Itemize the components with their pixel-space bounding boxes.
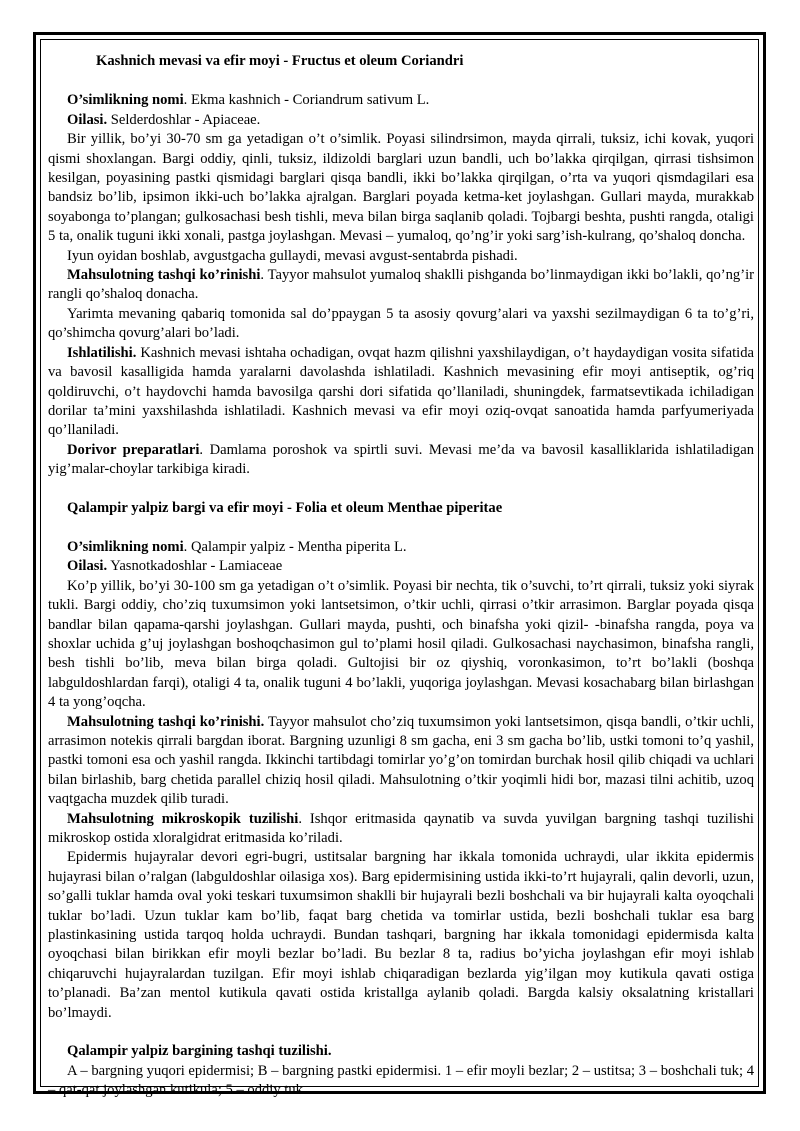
usage-paragraph [48,344,754,441]
figure-legend-paragraph: A – bargning yuqori epidermisi; B – bargning pastki epidermisi. 1 – efir moyli bezlar; 2 – ustitsa; 3 – boshchali tuk; 4 – qat-qat joylashgan kutikula; 5 – oddiy tuk. [48,1062,754,1098]
preparations-text: . Damlama poroshok va spirtli suvi. Mevasi me’da va bavosil kasalliklarida ishlatiladigan yig’malar-choylar tarkibiga kiradi. [48,441,755,478]
microscopy-text: . Ishqor eritmasida qaynatib va suvda yuvilgan bargning tashqi tuzilishi mikroskop ostida xloralgidrat eritmasida ko’riladi. [48,810,754,847]
microscopy-label: Mahsulotning mikroskopik tuzilishi [67,810,299,827]
family-text: Selderdoshlar - Apiaceae. [107,111,261,128]
appearance-label: Mahsulotning tashqi ko’rinishi [67,267,261,284]
ribs-paragraph: Yarimta mevaning qabariq tomonida sal do’ppaygan 5 ta asosiy qovurg’alari va yaxshi sezilmaydigan 6 ta to’g’ri, qo’shimcha qovurg’alari bo’ladi. [48,305,754,342]
section-title-leaf-structure: Qalampir yalpiz bargining tashqi tuzilishi. [67,1043,332,1060]
family-label: Oilasi. [67,558,108,575]
plant-name-paragraph [48,538,754,557]
appearance-text: Tayyor mahsulot cho’ziq tuxumsimon yoki lantsetsimon, qisqa bandli, o’tkir uchli, arrasimon notekis qirrali bargdan iborat. Bargning uzunligi 8 sm gacha, eni 3 sm gacha bo’lib, ustki tomoni to’q yashil, pastki tomoni esa och yashil rangda. Ikkinchi tartibdagi tomirlar yo’g’on tomirdan burchak hosil qilib chiqadi va uchlari bilan birlashib, barg chetida parallel chiziq hosil qiladi. Mahsulotning o’tkir yoqimli hidi bor, mazasi tilni achitib, uzoq vaqtgacha muzdek qilib turadi. [48,713,754,808]
appearance-paragraph [48,266,754,305]
usage-text: Kashnich mevasi ishtaha ochadigan, ovqat hazm qilishni yaxshilaydigan, o’t haydaydigan vosita sifatida va bavosil kasalligida hamda yaralarni davolashda ishlatiladi. Kashnich mevasining efir moyi antiseptik, og’riq qoldiruvchi, o’t haydovchi hamda bavosilga qarshi dori sifatida qo’llaniladi, shuningdek, farmatsevtikada ichiladigan dorilar ta’mini yaxshilashda ishlatiladi. Kashnich mevasi va efir moyi oziq-ovqat sanoatida hamda parfyumeriyada qo’llaniladi. [48,344,754,439]
appearance-label: Mahsulotning tashqi ko’rinishi. [67,713,265,730]
description-paragraph: Bir yillik, bo’yi 30-70 sm ga yetadigan o’t o’simlik. Poyasi silindrsimon, mayda qirrali, tuksiz, ichi kovak, yuqori qismi shoxlangan. Bargi oddiy, qinli, tuksiz, ildizoldi barglari uzun bandli, uch bo’lakka qirqilgan, qirrasi tishsimon kesilgan, poyasining pastki qismidagi barglari qisqa bandli, ikki bo’lakka qirqilgan, o’rta va yuqori qismdagilari esa bandsiz bo’lib, ipsimon ikki-uch bo’lakka ajralgan. Barglari poyada ketma-ket joylashgan. Gullari mayda, murakkab soyabonga to’plangan; gulkosachasi besh tishli, meva bilan birga saqlanib qoladi. Tojbargi beshta, pushti rangda, otaligi 5 ta, onalik tuguni ikki xonali, pastga joylashgan. Mevasi – yumaloq, qo’ng’ir yoki sarg’ish-kulrang, qo’shaloq doncha. [48,131,754,245]
epidermis-paragraph: Epidermis hujayralar devori egri-bugri, ustitsalar bargning har ikkala tomonida uchraydi, ular ikkita epidermis hujayrasi bilan o’ralgan (labguldoshlar oilasiga xos). Barg epidermisining ustida ikki-to’rt hujayrali, qalin devorli, uzun, so’galli tuklar hamda oval yoki teskari tuxumsimon shaklli bir hujayrali bezli boshchali va bir hujayrali kalta oyoqchali tuklar bo’ladi. Uzun tuklar kam bo’lib, faqat barg chetida va tomirlar ustida, bezli boshchali tuklar esa barg plastinkasining ustida tarqoq holda uchraydi. Bundan tashqari, bargning har ikkala tomonidagi epidermisda kalta oyoqchasi bilan birikkan efir moyli bezlar bo’ladi. Bu bezlar 8 ta, radius bo’yicha joylashgan efir moyi ishlab chiqaruvchi hujayralardan tuzilgan. Efir moyi ishlab chiqaradigan bezlarda yig’ilgan moy kutikula qavati ostiga to’planadi. Ba’zan mentol kutikula qavati ostida kristallga aylanib qoladi. Bargda kalsiy oksalatning kristallari bo’lmaydi. [48,849,754,1021]
plant-name-text: . Ekma kashnich - Coriandrum sativum L. [183,92,430,109]
family-paragraph [48,111,754,130]
flowering-paragraph: Iyun oyidan boshlab, avgustgacha gullaydi, mevasi avgust-sentabrda pishadi. [67,247,518,264]
family-label: Oilasi. [67,111,108,128]
usage-label: Ishlatilishi. [67,344,137,361]
document-body [48,52,754,1100]
section-title-peppermint: Qalampir yalpiz bargi va efir moyi - Folia et oleum Menthae piperitae [67,499,503,516]
appearance-paragraph [48,713,754,810]
preparations-label: Dorivor preparatlari [67,441,200,458]
description-paragraph: Ko’p yillik, bo’yi 30-100 sm ga yetadigan o’t o’simlik. Poyasi bir nechta, tik o’suvchi, to’rt qirrali, tuksiz yoki siyrak tukli. Bargi oddiy, cho’ziq tuxumsimon yoki lantsetsimon, o’tkir uchli, qirrasi o’tkir arrasimon. Barglar poyada qisqa bandlar bilan qapama-qarshi joylashgan. Gullari mayda, pushti, och binafsha yoki qizil- -binafsha rangda, poya va shoxlar uchida g’uj joylashgan boshoqchasimon gul to’plami hosil qiladi. Gulkosachasi naychasimon, binafsha rangli, besh tishli bo’lib, meva bilan birga qoladi. Gultojisi bir oz qiyshiq, voronkasimon, to’rt bo’lakli (boshqa labguldoshlardan farqi), otaligi 4 ta, onalik tuguni 4 bo’lakli, yuqoriga joylashgan. Mevasi kosachabarg bilan birlashgan 4 ta yong’oqcha. [48,577,754,711]
appearance-text: . Tayyor mahsulot yumaloq shaklli pishganda bo’linmaydigan ikki bo’lakli, qo’ng’ir rangli qo’shaloq donacha. [48,267,754,303]
preparations-paragraph [48,441,754,480]
family-text: Yasnotkadoshlar - Lamiaceae [107,558,283,575]
plant-name-paragraph [48,91,754,110]
microscopy-paragraph [48,810,754,849]
plant-name-label: O’simlikning nomi [67,92,184,109]
plant-name-label: O’simlikning nomi [67,538,184,555]
section-title-coriander: Kashnich mevasi va efir moyi - Fructus et oleum Coriandri [96,53,464,69]
plant-name-text: . Qalampir yalpiz - Mentha piperita L. [183,538,407,555]
family-paragraph [48,557,754,576]
